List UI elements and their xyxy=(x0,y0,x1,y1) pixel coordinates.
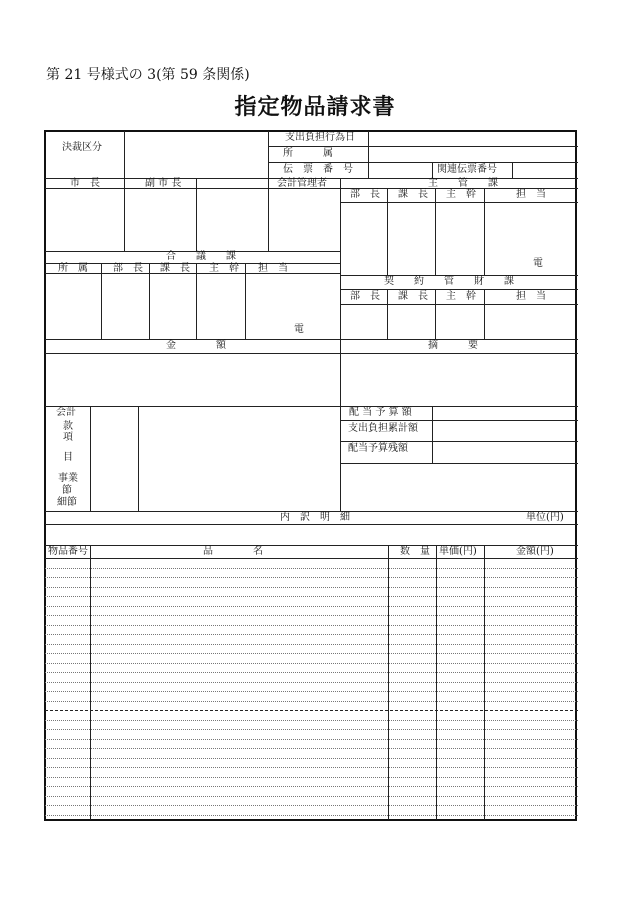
table-row-rule xyxy=(45,653,578,654)
table-row-rule xyxy=(45,672,578,673)
gougi-shukan-label: 主 幹 xyxy=(209,263,239,274)
col-item-no: 物品番号 xyxy=(48,546,88,557)
vice-mayor-label: 副 市 長 xyxy=(145,178,182,189)
gougi-title: 合 議 課 xyxy=(166,251,236,262)
kessai-label: 決裁区分 xyxy=(62,142,102,153)
table-row-rule xyxy=(45,796,578,797)
table-row-rule xyxy=(45,748,578,749)
shozoku-field[interactable] xyxy=(370,148,579,163)
table-row-rule xyxy=(45,739,578,740)
tekiyo-label: 摘 要 xyxy=(428,340,478,351)
table-row-rule xyxy=(45,786,578,787)
mayor-label: 市 長 xyxy=(70,178,100,189)
form-number: 第 21 号様式の 3(第 59 条関係) xyxy=(46,67,250,83)
table-row-rule xyxy=(45,634,578,635)
table-row-rule xyxy=(45,644,578,645)
table-row-rule xyxy=(45,805,578,806)
keiyaku-kacho-label: 課 長 xyxy=(398,291,428,302)
account-saisetsu-label: 細節 xyxy=(57,497,77,508)
gougi-shozoku-label: 所 属 xyxy=(58,263,88,274)
denpyo-field[interactable] xyxy=(370,164,434,179)
account-kou-label: 項 xyxy=(63,432,73,443)
keiyaku-shukan-label: 主 幹 xyxy=(446,291,476,302)
table-row-rule xyxy=(45,587,578,588)
col-amount: 金額(円) xyxy=(516,546,554,557)
col-quantity: 数 量 xyxy=(400,546,430,557)
col-item-name: 品 名 xyxy=(203,546,263,557)
account-moku-label: 目 xyxy=(63,452,73,463)
account-jigyo-label: 事業 xyxy=(58,473,78,484)
gougi-kacho-label: 課 長 xyxy=(160,263,190,274)
table-row-rule xyxy=(45,710,578,711)
shishutsu-date-field[interactable] xyxy=(370,132,579,147)
table-row-rule xyxy=(45,815,578,816)
page-title: 指定物品請求書 xyxy=(234,94,396,120)
table-row-rule xyxy=(45,758,578,759)
shozoku-label: 所 属 xyxy=(283,148,333,159)
table-row-rule xyxy=(45,767,578,768)
shishutsu-ruikei-field[interactable] xyxy=(435,423,579,441)
kanri-den-label: 電 xyxy=(533,258,543,269)
keiyaku-title: 契 約 管 財 課 xyxy=(384,276,514,287)
table-row-rule xyxy=(45,606,578,607)
col-unit-price: 単価(円) xyxy=(439,546,477,557)
kanri-ka-title: 主 管 課 xyxy=(428,178,498,189)
kanren-label: 関連伝票番号 xyxy=(437,164,497,175)
account-setsu-label: 節 xyxy=(62,485,72,496)
table-row-rule xyxy=(45,720,578,721)
table-row-rule xyxy=(45,625,578,626)
haito-zan-label: 配当予算残額 xyxy=(348,443,408,454)
shishutsu-date-label: 支出負担行為日 xyxy=(285,132,355,143)
table-row-rule xyxy=(45,682,578,683)
table-row-rule xyxy=(45,663,578,664)
kingaku-label: 金 額 xyxy=(166,340,226,351)
details-unit: 単位(円) xyxy=(526,512,564,523)
table-row-rule xyxy=(45,596,578,597)
table-row-rule xyxy=(45,577,578,578)
table-row-rule xyxy=(45,615,578,616)
table-row-rule xyxy=(45,691,578,692)
account-kan-label: 款 xyxy=(63,421,73,432)
denpyo-label: 伝 票 番 号 xyxy=(283,164,353,175)
kanren-field[interactable] xyxy=(514,164,579,179)
tekiyo-field[interactable] xyxy=(343,356,579,405)
gougi-tanto-label: 担 当 xyxy=(258,263,288,274)
keiyaku-tanto-label: 担 当 xyxy=(516,291,546,302)
table-row-rule xyxy=(45,729,578,730)
accountant-label: 会計管理者 xyxy=(277,178,327,189)
haito-zan-field[interactable] xyxy=(435,444,579,463)
kanri-tanto-label: 担 当 xyxy=(516,189,546,200)
haito-yosan-field[interactable] xyxy=(435,408,579,421)
kanri-kacho-label: 課 長 xyxy=(398,189,428,200)
haito-yosan-label: 配 当 予 算 額 xyxy=(349,407,412,418)
shishutsu-ruikei-label: 支出負担累計額 xyxy=(348,423,418,434)
kingaku-field[interactable] xyxy=(48,356,341,405)
table-row-rule xyxy=(45,568,578,569)
details-title: 内 訳 明 細 xyxy=(280,512,350,523)
table-row-rule xyxy=(45,701,578,702)
gougi-den-label: 電 xyxy=(294,324,304,335)
kanri-bucho-label: 部 長 xyxy=(350,189,380,200)
keiyaku-bucho-label: 部 長 xyxy=(350,291,380,302)
gougi-bucho-label: 部 長 xyxy=(113,263,143,274)
account-kaikei-label: 会計 xyxy=(56,407,76,418)
table-row-rule xyxy=(45,777,578,778)
kanri-shukan-label: 主 幹 xyxy=(446,189,476,200)
